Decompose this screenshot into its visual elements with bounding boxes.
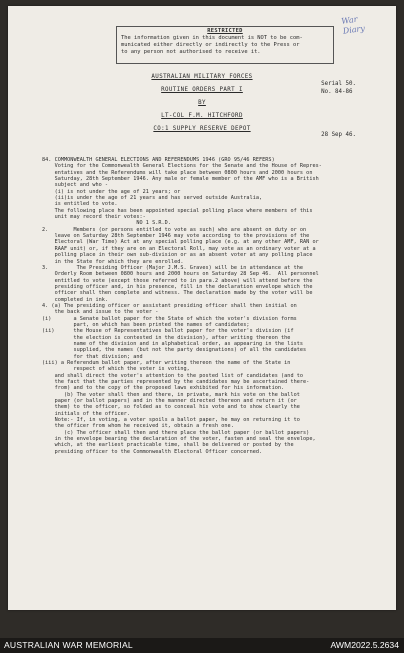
unit-heading: CO:1 SUPPLY RESERVE DEPOT (153, 126, 251, 132)
body-line: is entitled to vote. (42, 201, 118, 208)
body-line: supplied, the names (but not the party designations) of all the candidates (42, 347, 307, 354)
by-heading: BY (198, 100, 206, 106)
body-line: the fact that the parties represented by the candidates may be ascertained there- (42, 379, 310, 386)
body-line: entitled to vote (except those referred to in para.2 above) will attend before the (42, 277, 313, 284)
body-line: them) to the officer, so folded as to conceal his vote and to show clearly the (42, 404, 300, 411)
body-line: 4. (a) The presiding officer or assistant presiding officer shall then initial on (42, 302, 297, 309)
serial-label: Serial 50. (321, 81, 356, 87)
orders-heading: ROUTINE ORDERS PART I (161, 87, 243, 93)
body-line: Saturday, 28th September 1946. Any male or female member of the AMF who is a British (42, 176, 319, 183)
body-line: (ii)is under the age of 21 years and has served outside Australia, (42, 195, 263, 202)
body-line: subject and who - (42, 182, 109, 189)
body-line: RAAF unit) or, if they are on an Electoral Roll, may vote as an ordinary voter at a (42, 245, 316, 252)
body-line: presiding officer and, in his presence, fill in the declaration envelope which the (42, 283, 313, 290)
body-line: part, on which has been printed the names of candidates; (42, 321, 250, 328)
body-line: NO 1 S.R.D. (42, 220, 171, 227)
body-line: the back and issue to the voter - (42, 309, 159, 316)
body-line: 3. The Presiding Officer (Major J.M.S. Graves) will be in attendance at the (42, 264, 304, 271)
body-line: name of the division and in alphabetical order, as appearing in the lists (42, 340, 304, 347)
body-line: (c) The officer shall then and there place the ballot paper (or ballot papers) (42, 429, 310, 436)
body-line: and shall direct the voter's attention to the posted list of candidates (and to (42, 372, 304, 379)
body-line: Voting for the Commonwealth General Elections for the Senate and the House of Repres- (42, 163, 322, 170)
body-line: unit may record their votes:- (42, 214, 146, 221)
body-line: in the State for which they are enrolled. (42, 258, 184, 265)
handwritten-annotation: War Diary (340, 14, 366, 36)
body-line: (b) The voter shall then and there, in private, mark his vote on the ballot (42, 391, 300, 398)
body-line: paper (or ballot papers) and in the manner directed thereon and return it (or (42, 398, 297, 405)
restricted-title: RESTRICTED (207, 28, 243, 34)
body-line: (i) a Senate ballot paper for the State of which the voter's division forms (42, 315, 297, 322)
body-line: entatives and the Referendums will take place between 0800 hours and 2000 hours on (42, 169, 313, 176)
body-line: respect of which the voter is voting, (42, 366, 190, 373)
orders-body (42, 157, 372, 455)
serial-range: No. 84-86 (321, 89, 353, 95)
body-line: which, at the earliest practicable time, shall be delivered or posted by the (42, 442, 294, 449)
body-line: (ii) the House of Representatives ballot paper for the voter's division (if (42, 328, 294, 335)
order-date: 28 Sep 46. (321, 132, 356, 138)
archive-name: AUSTRALIAN WAR MEMORIAL (4, 640, 133, 650)
body-line: (i) is not under the age of 21 years; or (42, 188, 181, 195)
serial-number (321, 80, 356, 96)
restricted-line: municated either directly or indirectly to the Press or (121, 42, 300, 48)
body-line: in the envelope bearing the declaration of the voter, fasten and seal the envelope, (42, 436, 316, 443)
body-line: officer shall then complete and witness. The declaration made by the voter will be (42, 290, 313, 297)
body-line: polling place in their own sub-division or as an absent voter at any polling place (42, 252, 313, 259)
restricted-line: to any person not authorised to receive it. (121, 49, 261, 55)
body-line: Electoral (War Time) Act at any special polling place (e.g. at any other AMF, RAN or (42, 239, 319, 246)
body-line: Note:- If, in voting, a voter spoils a ballot paper, he may on returning it to (42, 417, 300, 424)
officer-heading: LT-COL F.M. HITCHFORD (161, 113, 243, 119)
restricted-line: The information given in this document is NOT to be com- (121, 35, 303, 41)
body-line: the election is contested in the division), after writing thereon the (42, 334, 291, 341)
restricted-notice-box (116, 26, 334, 64)
body-line: 2. Members (or persons entitled to vote as such) who are absent on duty or on (42, 226, 307, 233)
body-line: (iii) a Referendum ballot paper, after writing thereon the name of the State in (42, 360, 291, 366)
archive-reference: AWM2022.5.2634 (330, 640, 399, 650)
body-line: completed in ink. (42, 296, 109, 303)
body-line: initials of the officer. (42, 410, 131, 417)
body-line: the officer from whom he received it, obtain a fresh one. (42, 423, 234, 430)
body-line: presiding officer to the Commonwealth Electoral Officer concerned. (42, 448, 263, 455)
body-line: for that division; and (42, 353, 143, 360)
document-page (8, 6, 396, 610)
body-line: from) and to the copy of the proposed laws exhibited for his information. (42, 385, 285, 392)
archive-caption-bar (0, 638, 404, 653)
body-line: The following place has been appointed special polling place where members of this (42, 207, 313, 214)
body-line: leave on Saturday 28th September 1946 may vote according to the provisions of the (42, 233, 310, 240)
body-line: Orderly Room between 0800 hours and 2000 hours on Saturday 28 Sep 46. All personnel (42, 271, 319, 278)
forces-heading: AUSTRALIAN MILITARY FORCES (151, 74, 253, 80)
body-line: 84. COMMONWEALTH GENERAL ELECTIONS AND REFERENDUMS 1946 (GRO 95/46 REFERS) (42, 157, 275, 163)
restricted-notice-text (121, 35, 329, 56)
